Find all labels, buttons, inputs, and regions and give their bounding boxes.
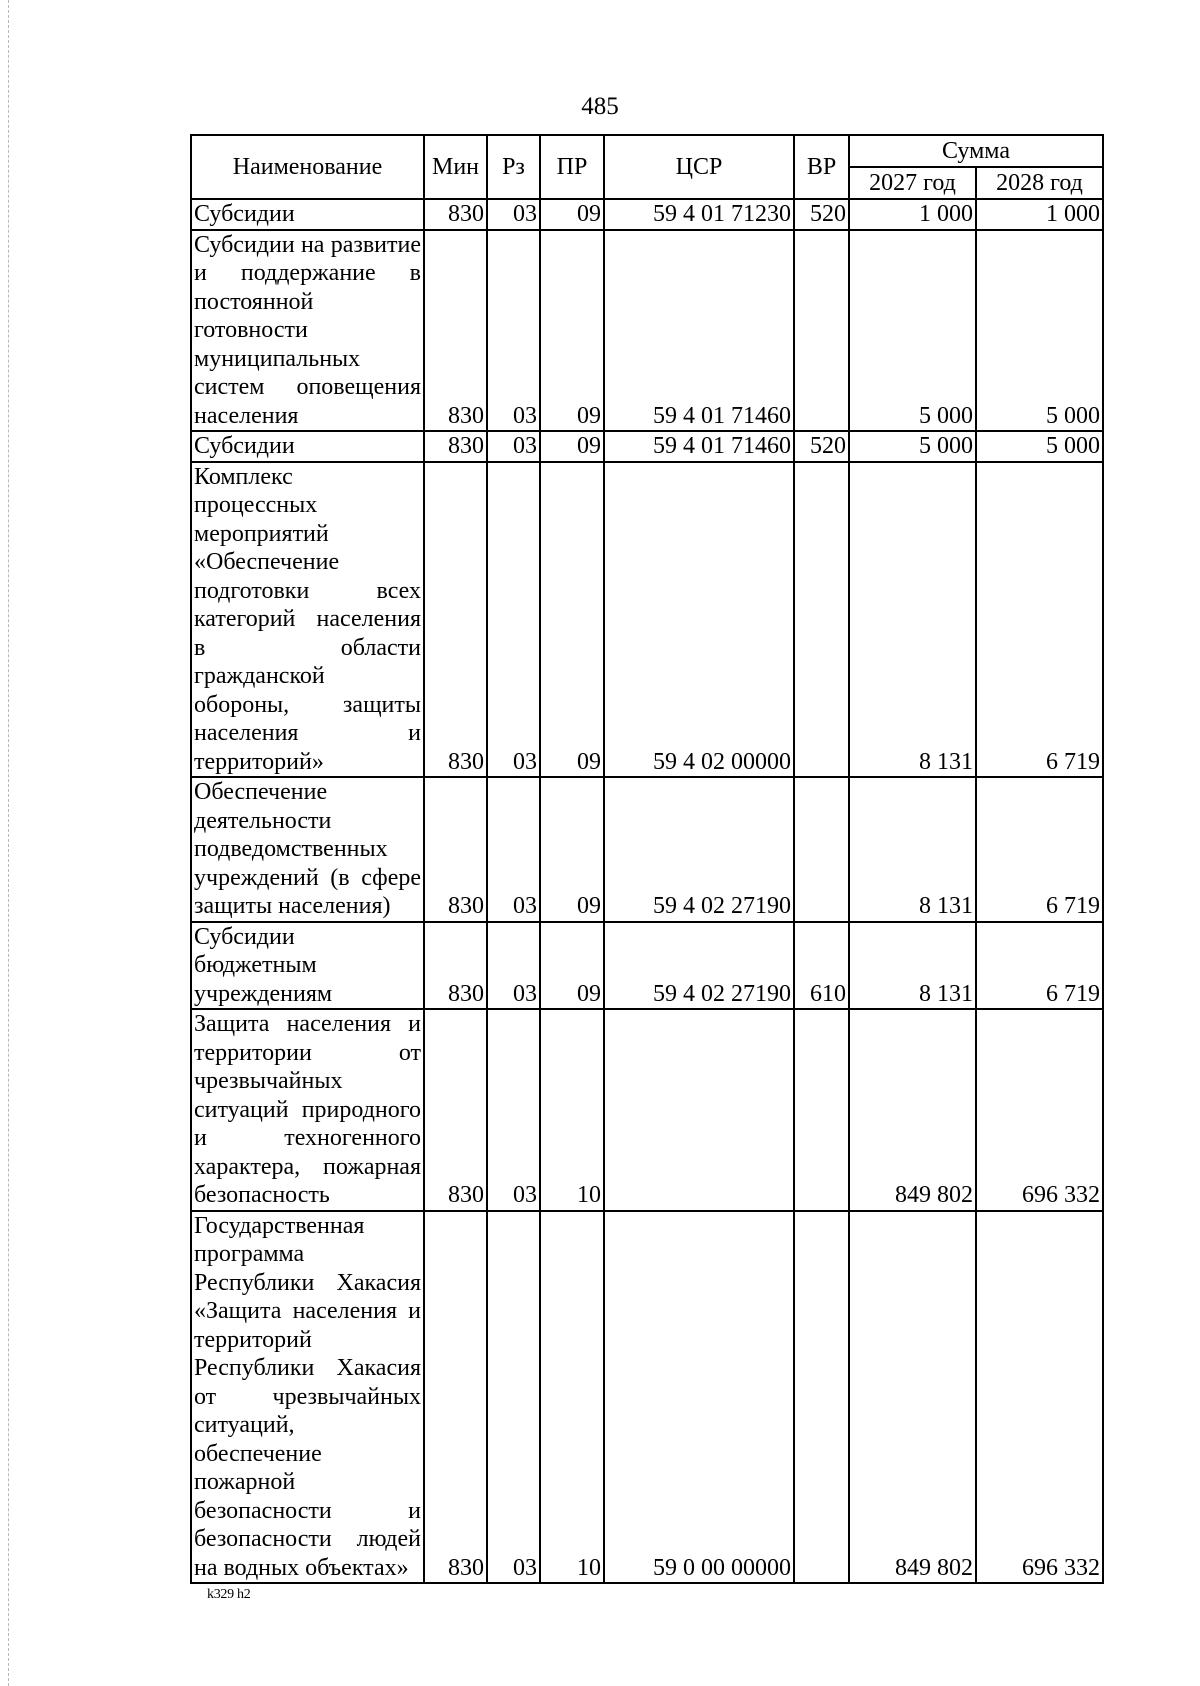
table-row: [191, 462, 1103, 778]
row-pr: 09: [540, 431, 604, 462]
table-row: [191, 1211, 1103, 1584]
row-sum-2027: 849 802: [849, 1009, 976, 1211]
row-pr: 09: [540, 777, 604, 922]
row-sum-2027: 8 131: [849, 777, 976, 922]
row-rz: 03: [487, 922, 540, 1010]
row-rz: 03: [487, 462, 540, 778]
row-sum-2028: 6 719: [976, 922, 1103, 1010]
footer-code: k329 h2: [207, 1587, 251, 1602]
row-sum-2028: 1 000: [976, 199, 1103, 230]
row-name: Субсидии на развитие и поддержание в постоянной готовности муниципальных систем оповещения населения: [191, 230, 424, 432]
row-sum-2027: 8 131: [849, 462, 976, 778]
row-sum-2027: 1 000: [849, 199, 976, 230]
row-name: Защита населения и территории от чрезвычайных ситуаций природного и техногенного характера, пожарная безопасность: [191, 1009, 424, 1211]
row-rz: 03: [487, 777, 540, 922]
row-vr: [794, 230, 849, 432]
row-min: 830: [424, 462, 487, 778]
col-header-2027: 2027 год: [849, 167, 976, 199]
page-number: 485: [581, 93, 619, 120]
row-rz: 03: [487, 431, 540, 462]
row-pr: 09: [540, 199, 604, 230]
row-sum-2028: 6 719: [976, 777, 1103, 922]
row-csr: 59 0 00 00000: [604, 1211, 794, 1584]
table-row: [191, 1009, 1103, 1211]
row-vr: 520: [794, 431, 849, 462]
row-pr: 09: [540, 462, 604, 778]
row-min: 830: [424, 431, 487, 462]
row-min: 830: [424, 1009, 487, 1211]
row-vr: [794, 1009, 849, 1211]
row-csr: [604, 1009, 794, 1211]
row-name: Субсидии бюджетным учреждениям: [191, 922, 424, 1010]
row-sum-2028: 6 719: [976, 462, 1103, 778]
col-header-csr: ЦСР: [604, 135, 794, 199]
row-min: 830: [424, 230, 487, 432]
row-vr: [794, 462, 849, 778]
row-csr: 59 4 02 27190: [604, 922, 794, 1010]
row-name: Субсидии: [191, 431, 424, 462]
row-csr: 59 4 01 71230: [604, 199, 794, 230]
row-sum-2028: 5 000: [976, 230, 1103, 432]
row-min: 830: [424, 922, 487, 1010]
col-header-sum: Сумма: [849, 135, 1103, 167]
row-sum-2028: 5 000: [976, 431, 1103, 462]
table-row: [191, 199, 1103, 230]
row-rz: 03: [487, 230, 540, 432]
row-rz: 03: [487, 199, 540, 230]
row-min: 830: [424, 1211, 487, 1584]
row-rz: 03: [487, 1211, 540, 1584]
row-name: Субсидии: [191, 199, 424, 230]
row-csr: 59 4 01 71460: [604, 230, 794, 432]
row-vr: [794, 1211, 849, 1584]
row-vr: [794, 777, 849, 922]
row-pr: 09: [540, 922, 604, 1010]
col-header-rz: Рз: [487, 135, 540, 199]
row-sum-2027: 849 802: [849, 1211, 976, 1584]
col-header-min: Мин: [424, 135, 487, 199]
row-sum-2027: 8 131: [849, 922, 976, 1010]
row-pr: 09: [540, 230, 604, 432]
row-sum-2028: 696 332: [976, 1009, 1103, 1211]
row-name: Комплекс процессных мероприятий «Обеспечение подготовки всех категорий населения в области гражданской обороны, защиты населения и территорий»: [191, 462, 424, 778]
row-pr: 10: [540, 1009, 604, 1211]
table-row: [191, 922, 1103, 1010]
col-header-pr: ПР: [540, 135, 604, 199]
row-sum-2027: 5 000: [849, 431, 976, 462]
row-vr: 520: [794, 199, 849, 230]
table-row: [191, 777, 1103, 922]
row-csr: 59 4 02 00000: [604, 462, 794, 778]
col-header-2028: 2028 год: [976, 167, 1103, 199]
scan-edge-line: [8, 0, 9, 1686]
row-csr: 59 4 02 27190: [604, 777, 794, 922]
row-name: Государственная программа Республики Хакасия «Защита населения и территорий Республики Хакасия от чрезвычайных ситуаций, обеспечение пожарной безопасности и безопасности людей на водных объектах»: [191, 1211, 424, 1584]
header-row: [191, 135, 1103, 167]
row-name: Обеспечение деятельности подведомственных учреждений (в сфере защиты населения): [191, 777, 424, 922]
budget-table: [190, 134, 1104, 1584]
row-sum-2028: 696 332: [976, 1211, 1103, 1584]
row-min: 830: [424, 199, 487, 230]
row-min: 830: [424, 777, 487, 922]
row-vr: 610: [794, 922, 849, 1010]
row-csr: 59 4 01 71460: [604, 431, 794, 462]
row-sum-2027: 5 000: [849, 230, 976, 432]
col-header-vr: ВР: [794, 135, 849, 199]
table-row: [191, 230, 1103, 432]
col-header-name: Наименование: [191, 135, 424, 199]
row-pr: 10: [540, 1211, 604, 1584]
table-row: [191, 431, 1103, 462]
row-rz: 03: [487, 1009, 540, 1211]
